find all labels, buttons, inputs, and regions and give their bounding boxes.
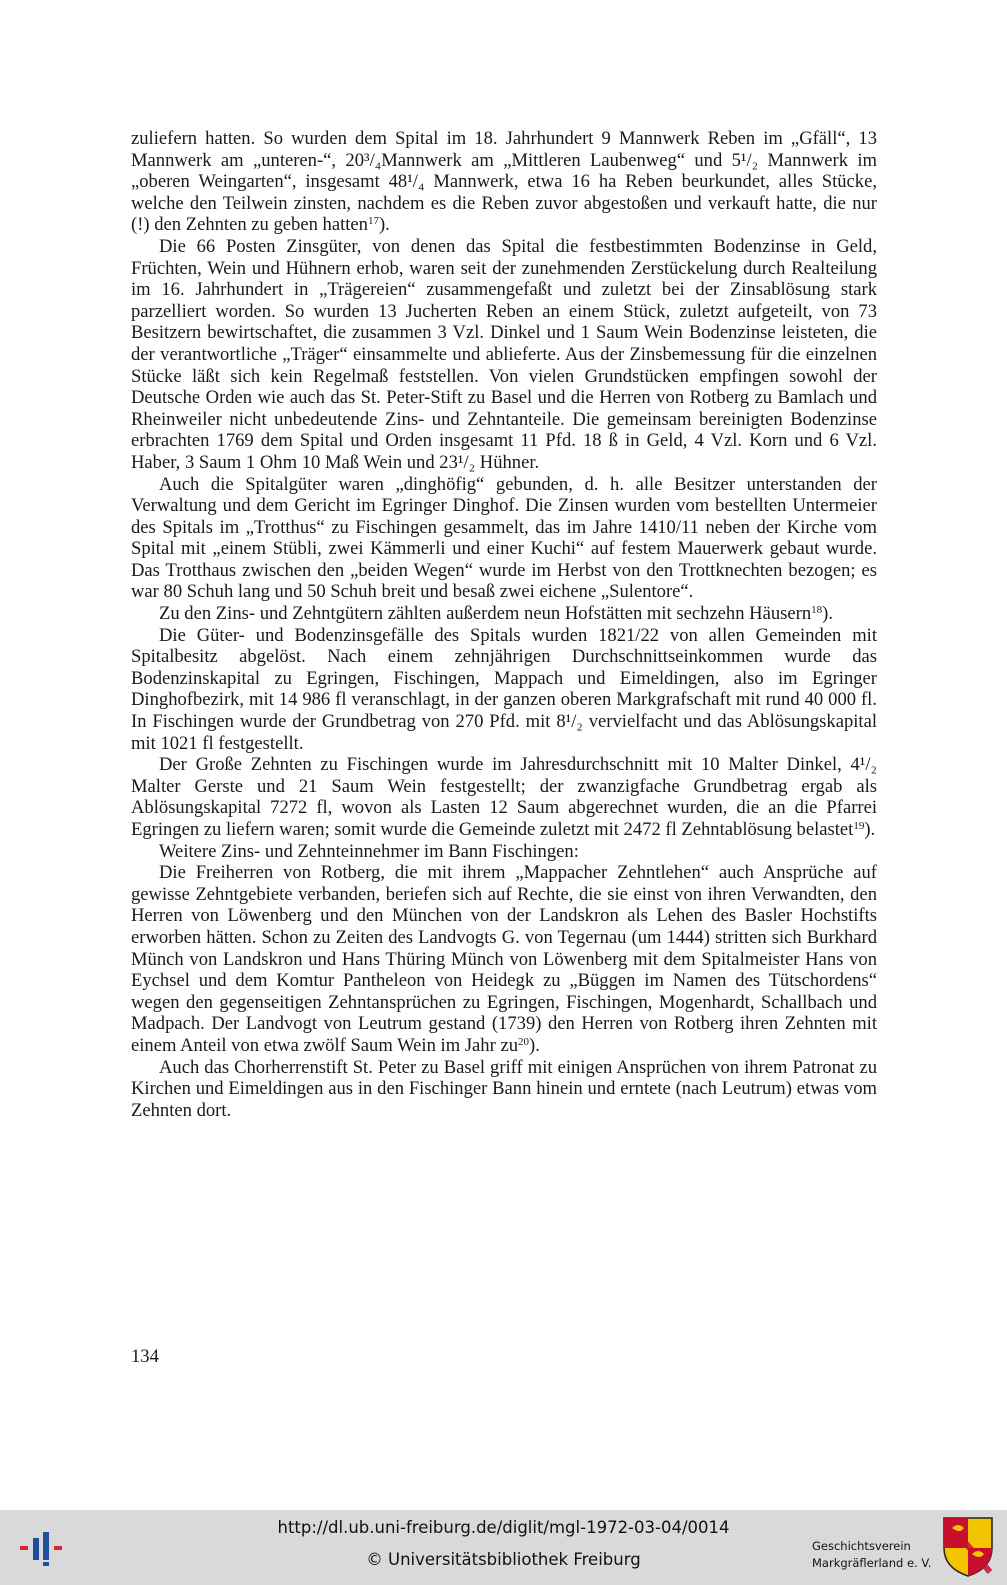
society-line: Geschichtsverein xyxy=(812,1539,911,1553)
society-line: Markgräflerland e. V. xyxy=(812,1556,932,1570)
source-url-link[interactable]: http://dl.ub.uni-freiburg.de/diglit/mgl-1972-03-04/0014 xyxy=(277,1518,730,1537)
footnote-ref: 18 xyxy=(811,604,823,617)
paragraph: Der Große Zehnten zu Fischingen wurde im Jahresdurchschnitt mit 10 Malter Dinkel, 4¹/₂ Malter Gerste und 21 Saum Wein festgestellt; der zwanzigfache Grundbetrag ergab als Ablösungskapital 7272 fl, wovon als Lasten 12 Saum abgerechnet wurden, die an die Pfarrei Egringen zu liefern waren; somit wurde die Gemeinde zuletzt mit 2472 fl Zehntablösung belastet$^{19}$). xyxy=(131,754,877,840)
paragraph: Die Güter- und Bodenzinsgefälle des Spitals wurden 1821/22 von allen Gemeinden mit Spitalbesitz abgelöst. Nach einem zehnjährigen Durchschnittseinkommen wurde das Bodenzinskapital zu Egringen, Fischingen, Mappach und Eimeldingen, also im Egringer Dinghofbezirk, mit 14 986 fl veranschlagt, in der ganzen oberen Markgrafschaft mit rund 40 000 fl. In Fischingen wurde der Grundbetrag von 270 Pfd. mit 8¹/₂ vervielfacht und das Ablösungskapital mit 1021 fl festgestellt. xyxy=(131,624,877,754)
paragraph: Auch die Spitalgüter waren „dinghöfig“ gebunden, d. h. alle Besitzer unterstanden der Verwaltung und dem Gericht im Egringer Dinghof. Die Zinsen wurden vom bestellten Untermeier des Spitals im „Trotthus“ zu Fischingen gesammelt, das im Jahre 1410/11 neben der Kirche vom Spital mit „einem Stübli, zwei Kämmerli und einer Kuchi“ auf festem Mauerwerk gebaut wurde. Das Trotthaus zwischen den „beiden Wegen“ wurde im Herbst von den Trottknechten bezogen; es war 80 Schuh lang und 50 Schuh breit und besaß zwei eichene „Sulentore“. xyxy=(131,473,877,603)
paragraph: Zu den Zins- und Zehntgütern zählten außerdem neun Hofstätten mit sechzehn Häusern$^{18}$). xyxy=(159,603,833,625)
paragraph: Die 66 Posten Zinsgüter, von denen das Spital die festbestimmten Bodenzinse in Geld, Früchten, Wein und Hühnern erhob, waren seit der zunehmenden Zerstückelung durch Realteilung im 16. Jahrhundert in „Trägereien“ zusammengefaßt und zuletzt bei der Zinsablösung stark parzelliert worden. So wurden 13 Jucherten Reben an einem Stück, zuletzt aufgeteilt, von 73 Besitzern bewirtschaftet, die zusammen 3 Vzl. Dinkel und 1 Saum Wein Bodenzinse leisteten, die der verantwortliche „Träger“ einsammelte und ablieferte. Aus der Zinsbemessung für die einzelnen Stücke läßt sich kein Regelmaß feststellen. Von vielen Grundstücken empfingen sowohl der Deutsche Orden wie auch das St. Peter-Stift zu Basel und die Herren von Rotberg zu Bamlach und Rheinweiler nicht unbedeutende Zins- und Zehntanteile. Die gemeinsam bereinigten Bodenzinse erbrachten 1769 dem Spital und Orden insgesamt 11 Pfd. 18 ß in Geld, 4 Vzl. Korn und 6 Vzl. Haber, 3 Saum 1 Ohm 10 Maß Wein und 23¹/₂ Hühner. xyxy=(131,235,877,473)
footnote-ref: 17 xyxy=(367,215,379,228)
paragraph: Auch das Chorherrenstift St. Peter zu Basel griff mit einigen Ansprüchen von ihrem Patronat zu Kirchen und Eimeldingen aus in den Fischinger Bann hinein und erntete (nach Leutrum) etwas vom Zehnten dort. xyxy=(131,1056,877,1121)
paragraph: Die Freiherren von Rotberg, die mit ihrem „Mappacher Zehntlehen“ auch Ansprüche auf gewisse Zehntgebiete verbanden, beriefen sich auf Rechte, die sie einst von ihren Verwandten, den Herren von Löwenberg und den München von der Landskron als Lehen des Basler Hochstifts erworben hätten. Schon zu Zeiten des Landvogts G. von Tegernau (um 1444) stritten sich Burkhard Münch von Landskron und Hans Thüring Münch von Löwenberg mit dem Spitalmeister Hans von Eychsel und dem Komtur Pantheleon von Heidegk zu „Büggen im Namen des Tütschordens“ wegen den gegenseitigen Zehntansprüchen zu Egringen, Fischingen, Mogenhardt, Schallbach und Madpach. Der Landvogt von Leutrum gestand (1739) den Herren von Rotberg ihren Zehnten mit einem Anteil von etwa zwölf Saum Wein im Jahr zu$^{20}$). xyxy=(131,862,877,1056)
coat-of-arms-icon xyxy=(942,1516,994,1578)
footnote-ref: 19 xyxy=(853,820,865,832)
paragraph: Weitere Zins- und Zehnteinnehmer im Bann Fischingen: xyxy=(159,840,579,862)
page-body xyxy=(131,128,877,1121)
society-name xyxy=(812,1538,932,1572)
footnote-ref: 20 xyxy=(518,1035,529,1048)
copyright-text: © Universitätsbibliothek Freiburg xyxy=(366,1550,641,1569)
page-number: 134 xyxy=(131,1346,159,1367)
footer-bar xyxy=(0,1510,1007,1585)
paragraph: zuliefern hatten. So wurden dem Spital im 18. Jahrhundert 9 Mannwerk Reben im „Gfäll“, 13 Mannwerk am „unteren-“, 20³/₄Mannwerk am „Mittleren Laubenweg“ und 5¹/₂ Mannwerk im „oberen Weingarten“, insgesamt 48¹/₄ Mannwerk, etwa 16 ha Reben beurkundet, alles Stücke, welche den Teilwein zinsten, nachdem es die Reben zuvor abgestoßen und verkauft hatte, die nur (!) den Zehnten zu geben hatten$^{17}$). xyxy=(131,128,877,236)
